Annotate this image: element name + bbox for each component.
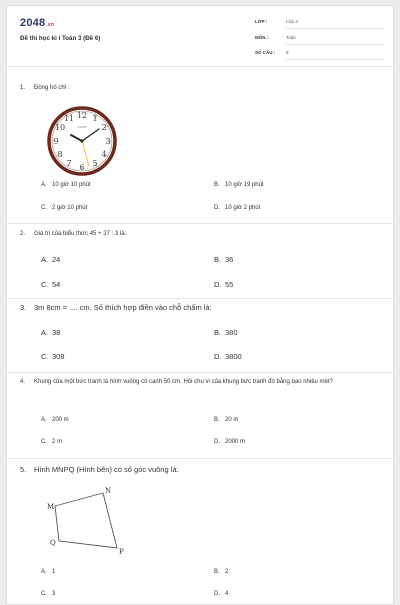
clock-figure: [47, 106, 117, 176]
clock-number-4: 4: [101, 150, 106, 159]
exam-header: [7, 6, 395, 66]
option-letter: D.: [214, 591, 225, 597]
clock-number-9: 9: [53, 137, 58, 146]
option-2a[interactable]: [41, 255, 60, 264]
option-letter: A.: [41, 182, 52, 188]
option-letter: C.: [41, 280, 52, 289]
option-letter: D.: [214, 205, 225, 211]
option-2c[interactable]: [41, 280, 60, 289]
option-3d[interactable]: [214, 352, 242, 361]
question-number: 1.: [20, 85, 34, 91]
meta-value: 8: [286, 50, 289, 55]
option-text: 3: [52, 591, 55, 597]
option-text: 36: [225, 255, 233, 264]
quadrilateral-mnpq: [55, 493, 117, 548]
option-3c[interactable]: [41, 352, 65, 361]
vertex-label-m: M: [47, 503, 54, 511]
option-text: 3800: [225, 352, 242, 361]
meta-underline: [285, 59, 385, 60]
option-text: 10 giờ 19 phút: [225, 182, 264, 188]
option-text: 200 m: [52, 417, 69, 423]
exam-paper: [6, 5, 394, 605]
option-4c[interactable]: [41, 439, 62, 445]
option-1b[interactable]: [214, 182, 264, 188]
meta-label: MÔN :: [255, 35, 268, 40]
clock-number-7: 7: [66, 159, 71, 168]
question-2: [20, 231, 126, 237]
option-4b[interactable]: [214, 417, 238, 423]
question-1: [20, 85, 69, 91]
logo-text: 2048: [20, 17, 45, 29]
clock-brand: QUARTZ: [77, 126, 87, 129]
option-text: 2 m: [52, 439, 62, 445]
option-text: 10 giờ 10 phút: [52, 182, 91, 188]
option-text: 1: [52, 569, 55, 575]
option-3a[interactable]: [41, 328, 60, 337]
question-number: 5.: [20, 465, 34, 474]
clock-number-3: 3: [105, 137, 110, 146]
meta-subject: [255, 34, 385, 46]
question-number: 4.: [20, 379, 34, 385]
clock-number-8: 8: [57, 150, 62, 159]
option-letter: D.: [214, 280, 225, 289]
option-text: 38: [52, 328, 60, 337]
option-letter: D.: [214, 439, 225, 445]
option-letter: A.: [41, 328, 52, 337]
option-letter: A.: [41, 255, 52, 264]
question-text: Hình MNPQ (Hình bên) có số góc vuông là:: [34, 465, 179, 474]
clock-number-6: 6: [79, 163, 84, 172]
clock-center: [80, 139, 83, 142]
clock-number-1: 1: [92, 114, 97, 123]
option-letter: C.: [41, 591, 52, 597]
option-5a[interactable]: [41, 569, 55, 575]
option-1d[interactable]: [214, 205, 260, 211]
option-letter: B.: [214, 417, 225, 423]
vertex-label-p: P: [119, 548, 124, 556]
clock-number-5: 5: [92, 159, 97, 168]
question-text: 3m 8cm = .... cm. Số thích hợp điền vào chỗ chấm là:: [34, 303, 212, 312]
option-3b[interactable]: [214, 328, 238, 337]
option-letter: B.: [214, 328, 225, 337]
vertex-label-n: N: [105, 487, 111, 495]
meta-value: Toán: [286, 35, 296, 40]
question-separator: [7, 372, 393, 373]
question-4-number: [20, 379, 34, 385]
vertex-label-q: Q: [50, 539, 56, 547]
option-letter: D.: [214, 352, 225, 361]
option-5c[interactable]: [41, 591, 55, 597]
option-letter: A.: [41, 569, 52, 575]
option-text: 54: [52, 280, 60, 289]
clock-number-11: 11: [64, 114, 74, 123]
option-2b[interactable]: [214, 255, 233, 264]
question-3: [20, 303, 212, 312]
meta-class: [255, 18, 385, 30]
question-number: 2.: [20, 231, 34, 237]
clock-number-10: 10: [55, 123, 65, 132]
option-letter: C.: [41, 352, 52, 361]
option-text: 2: [225, 569, 228, 575]
meta-underline: [285, 28, 385, 29]
quadrilateral-figure: [45, 486, 135, 576]
option-letter: A.: [41, 417, 52, 423]
option-4d[interactable]: [214, 439, 245, 445]
question-separator: [7, 298, 393, 299]
question-text: Giá trị của biểu thức 45 + 27 : 3 là:: [34, 231, 126, 237]
question-text: Đồng hồ chỉ :: [34, 85, 69, 91]
option-5b[interactable]: [214, 569, 228, 575]
meta-value: Lớp 3: [286, 19, 298, 24]
question-separator: [7, 458, 393, 459]
meta-label: SỐ CÂU :: [255, 50, 275, 55]
option-text: 308: [52, 352, 65, 361]
meta-question-count: [255, 49, 385, 61]
question-4-text: Khung của một bức tranh là hình vuông có cạnh 50 cm. Hỏi chu vi của khung bức tranh đó bằng bao nhiêu mét?: [34, 376, 384, 388]
option-text: 4: [225, 591, 228, 597]
option-text: 24: [52, 255, 60, 264]
clock-number-12: 12: [77, 111, 87, 120]
meta-label: LỚP :: [255, 19, 267, 24]
option-1a[interactable]: [41, 182, 91, 188]
site-logo[interactable]: [20, 17, 54, 29]
header-divider: [7, 66, 393, 67]
option-text: 2000 m: [225, 439, 245, 445]
option-text: 2 giờ 10 phút: [52, 205, 87, 211]
option-5d[interactable]: [214, 591, 228, 597]
question-5: [20, 465, 179, 474]
option-text: 380: [225, 328, 238, 337]
option-1c[interactable]: [41, 205, 87, 211]
option-letter: B.: [214, 255, 225, 264]
logo-suffix: .vn: [46, 22, 54, 28]
option-text: 55: [225, 280, 233, 289]
meta-underline: [285, 44, 385, 45]
exam-title: Đề thi học kì I Toán 3 (Đề 6): [20, 35, 100, 42]
question-number: 3.: [20, 303, 34, 312]
option-text: 10 giờ 2 phút: [225, 205, 260, 211]
option-letter: C.: [41, 205, 52, 211]
clock-number-2: 2: [101, 123, 106, 132]
option-4a[interactable]: [41, 417, 69, 423]
option-letter: B.: [214, 569, 225, 575]
option-2d[interactable]: [214, 280, 233, 289]
option-letter: B.: [214, 182, 225, 188]
option-text: 20 m: [225, 417, 238, 423]
option-letter: C.: [41, 439, 52, 445]
question-separator: [7, 223, 393, 224]
